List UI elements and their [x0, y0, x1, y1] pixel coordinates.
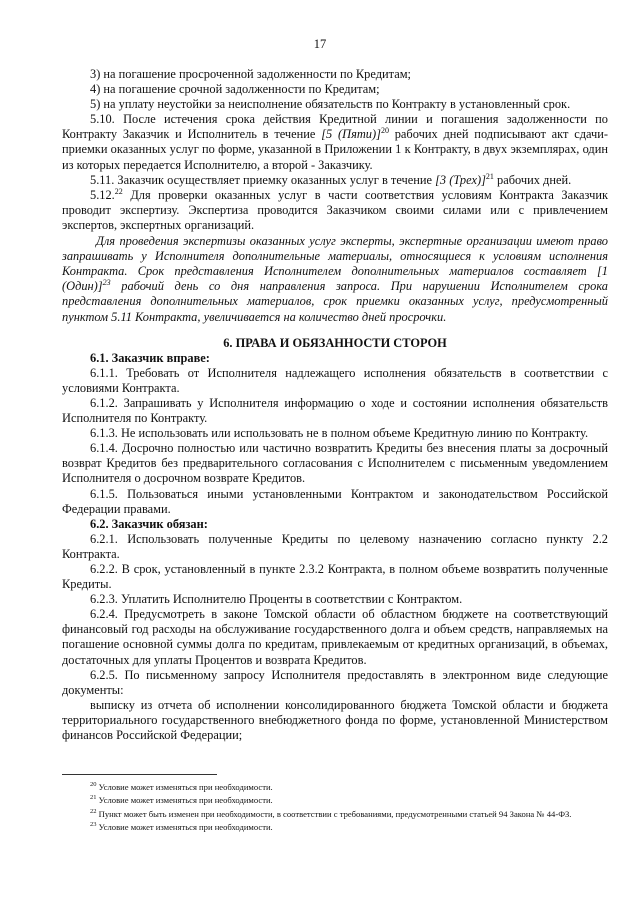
section-title: 6. ПРАВА И ОБЯЗАННОСТИ СТОРОН — [223, 335, 447, 350]
clause-text: Для проверки оказанных услуг в части соответствия условиям Контракта Заказчик проводит экспертизу. Экспертиза проводится Заказчиком своими силами или с привлечением экспертов, экспертных организаций. — [62, 187, 608, 232]
clause-5-11 — [62, 173, 608, 188]
footnote-number: 22 — [90, 807, 97, 815]
list-item: 4) на погашение срочной задолженности по Кредитам; — [90, 82, 380, 97]
footnote-number: 21 — [90, 794, 97, 802]
footnote-ref: 20 — [380, 126, 389, 136]
clause-term: [5 (Пяти)] — [321, 127, 381, 142]
footnote-number: 23 — [90, 821, 97, 829]
footnote-ref: 22 — [114, 186, 123, 196]
footnote-divider — [62, 774, 217, 775]
footnote-text: Условие может изменяться при необходимости. — [96, 795, 273, 806]
clause-6-2-4: 6.2.4. Предусмотреть в законе Томской области об областном бюджете на соответствующий финансовый год расходы на обслуживание государственного долга и объем средств, направляемых на погашение основной суммы долга по кредитам, привлекаемым от кредитных организаций, в объемах, достаточных для уплаты Процентов и возврата Кредитов. — [62, 607, 608, 667]
clause-text: рабочих дней подписывают акт сдачи-приемки оказанных услуг по форме, указанной в Приложении 1 к Контракту, в двух экземплярах, один из которых передается Исполнителю, а второй - Заказчику. — [62, 127, 609, 172]
footnote — [62, 781, 608, 794]
clause-text: Для проведения экспертизы оказанных услуг эксперты, экспертные организации имеют право запрашивать у Исполнителя дополнительные материалы, относящиеся к условиям исполнения Контракта. Срок представления Исполнителем дополнительных материалов составляет [1 (Один)] — [62, 234, 608, 294]
footnote-text: Условие может изменяться при необходимости. — [96, 782, 273, 792]
clause-6-2-1: 6.2.1. Использовать полученные Кредиты по целевому назначению согласно пункту 2.2 Контракта. — [62, 531, 608, 561]
clause-text: 5.11. Заказчик осуществляет приемку оказанных услуг в течение — [90, 172, 436, 187]
clause-text: 5.12. — [90, 187, 115, 202]
subsection-title: 6.2. Заказчик обязан: — [90, 516, 208, 531]
footnote — [62, 821, 608, 834]
clause-6-1-1: 6.1.1. Требовать от Исполнителя надлежащего исполнения обязательств в соответствии с условиями Контракта. — [62, 365, 608, 395]
footnotes — [62, 781, 608, 835]
clause-6-1-2: 6.1.2. Запрашивать у Исполнителя информацию о ходе и состоянии исполнения обязательств Исполнителя по Контракту. — [62, 395, 608, 426]
clause-text: рабочий день со дня направления запроса. При нарушении Исполнителем срока представления дополнительных материалов, срок приемки оказанных услуг, предусмотренный пунктом 5.11 Контракта, увеличивается на количество дней просрочки. — [62, 279, 608, 324]
footnote-number: 20 — [90, 781, 97, 789]
clause-6-1-4: 6.1.4. Досрочно полностью или частично возвратить Кредиты без внесения платы за досрочный возврат Кредитов без предварительного согласования с Исполнителем с письменным уведомлением Исполнителя о досрочном возврате Кредитов. — [62, 441, 608, 486]
list-item: 5) на уплату неустойки за неисполнение обязательств по Контракту в установленный срок. — [90, 97, 571, 112]
footnote — [62, 808, 608, 821]
clause-6-2-3: 6.2.3. Уплатить Исполнителю Проценты в соответствии с Контрактом. — [90, 592, 463, 607]
footnote-text: Условие может изменяться при необходимости. — [96, 822, 273, 833]
clause-6-2-2: 6.2.2. В срок, установленный в пункте 2.3.2 Контракта, в полном объеме возвратить полученные Кредиты. — [62, 562, 608, 592]
clause-6-1-3: 6.1.3. Не использовать или использовать не в полном объеме Кредитную линию по Контракту. — [90, 426, 589, 441]
clause-term: [3 (Трех)] — [435, 172, 486, 187]
footnote-ref: 21 — [485, 171, 494, 181]
list-item: 3) на погашение просроченной задолженности по Кредитам; — [90, 67, 411, 81]
clause-5-12 — [62, 188, 608, 233]
clause-6-1-5: 6.1.5. Пользоваться иными установленными Контрактом и законодательством Российской Федерации правами. — [62, 486, 608, 516]
clause-5-10 — [62, 112, 608, 172]
clause-6-2-5: 6.2.5. По письменному запросу Исполнителя предоставлять в электронном виде следующие документы: — [62, 667, 608, 697]
subsection-title: 6.1. Заказчик вправе: — [90, 350, 210, 365]
footnote-ref: 23 — [102, 278, 111, 288]
clause-text: 5.10. После истечения срока действия Кредитной линии и погашения задолженности по Контракту Заказчик и Исполнитель в течение — [62, 112, 608, 142]
clause-6-2-5-item: выписку из отчета об исполнении консолидированного бюджета Томской области и бюджета территориального государственного внебюджетного фонда по форме, установленной Министерством финансов Российской Федерации; — [62, 697, 608, 743]
footnote-text: Пункт может быть изменен при необходимости, в соответствии с требованиями, предусмотренными статьей 94 Закона № 44-ФЗ. — [96, 808, 572, 819]
clause-5-12-italic — [62, 234, 608, 325]
clause-text: рабочих дней. — [493, 172, 572, 187]
document-body — [62, 67, 608, 743]
page-number: 17 — [313, 37, 327, 51]
footnote — [62, 794, 608, 807]
